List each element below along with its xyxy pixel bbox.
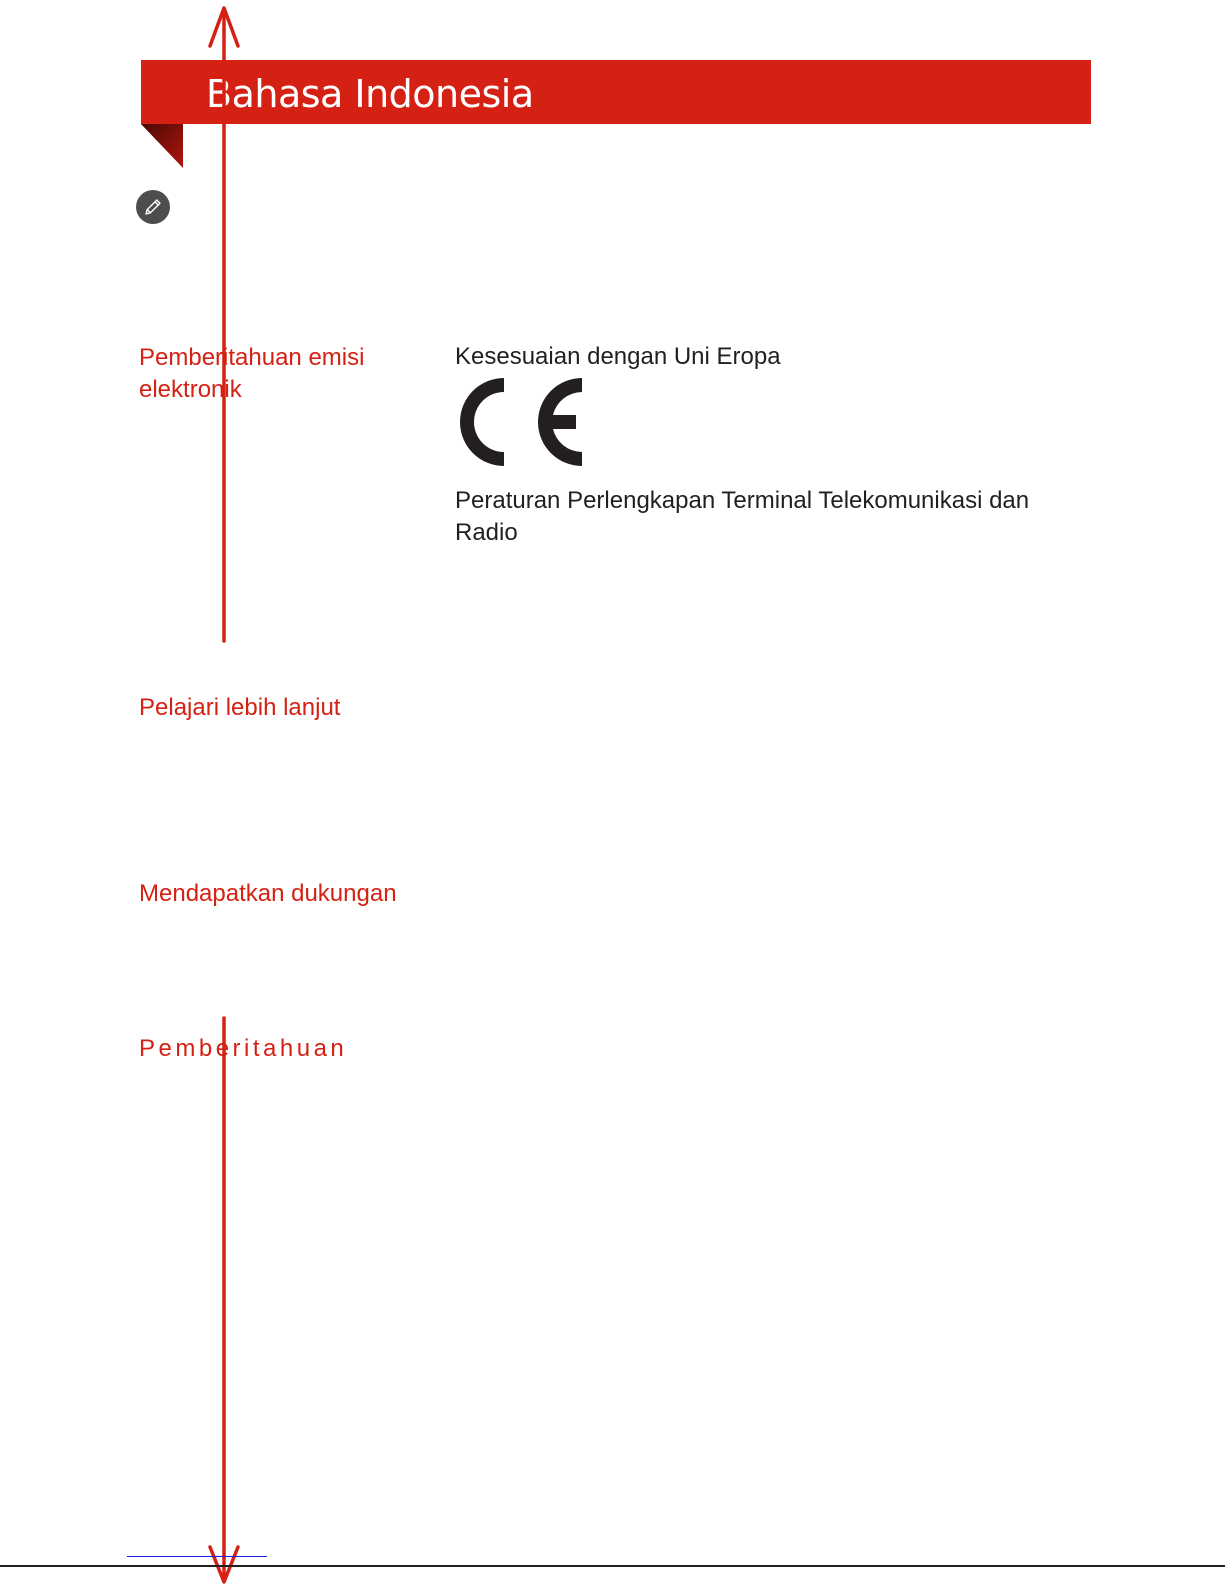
eu-conformity-heading: Kesesuaian dengan Uni Eropa: [455, 343, 781, 370]
footer-rule: [0, 1565, 1225, 1567]
radio-regulation-heading: Peraturan Perlengkapan Terminal Telekomunikasi dan Radio: [455, 487, 1030, 546]
page-title: Bahasa Indonesia: [206, 72, 534, 116]
ce-mark-icon: [456, 376, 584, 468]
arrow-up-icon: [210, 8, 238, 46]
section-label-emisi: Pemberitahuan emisi elektronik: [139, 344, 365, 403]
footer-link-underline: [127, 1556, 267, 1557]
pencil-icon: [136, 190, 170, 224]
section-label-learn-more: Pelajari lebih lanjut: [139, 694, 341, 721]
section-label-support: Mendapatkan dukungan: [139, 880, 397, 907]
section-label-notices: Pemberitahuan: [139, 1035, 348, 1062]
banner-fold: [141, 124, 183, 168]
